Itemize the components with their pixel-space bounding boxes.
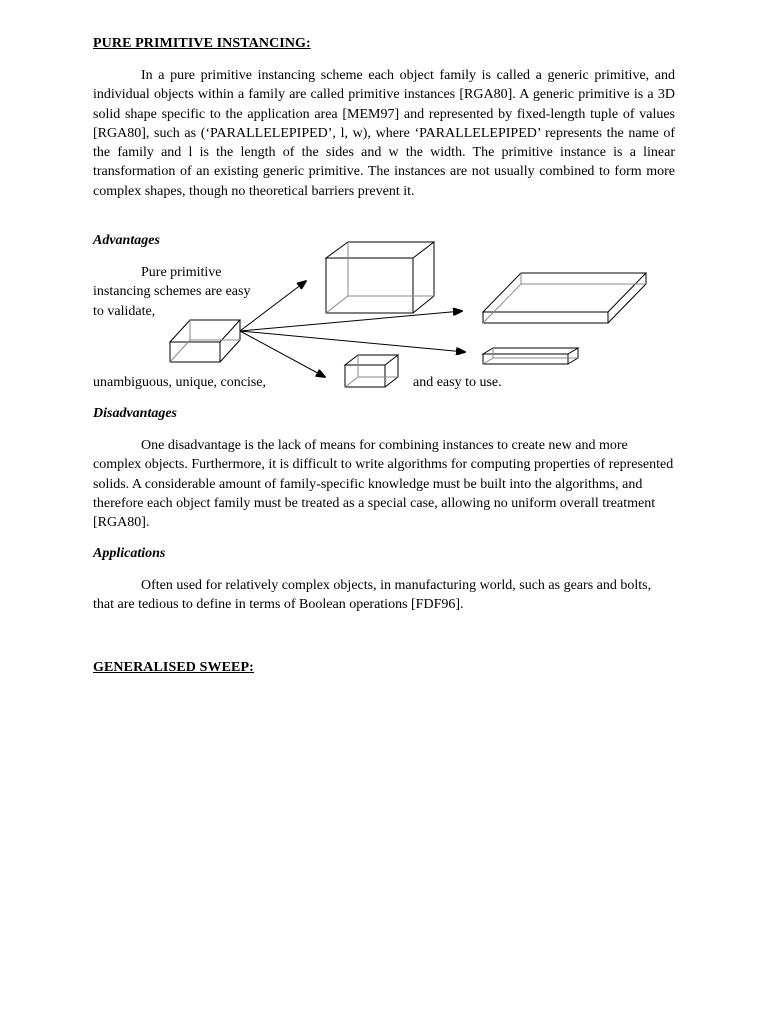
thin-bar-instance	[483, 348, 578, 364]
section-heading-pure-primitive-instancing: PURE PRIMITIVE INSTANCING:	[93, 36, 311, 51]
applications-heading: Applications	[93, 546, 166, 561]
generic-primitive-box	[170, 320, 240, 362]
advantages-heading: Advantages	[93, 233, 160, 248]
flat-plate-instance	[483, 273, 646, 323]
large-box-instance	[326, 242, 434, 313]
arrow-to-small-box	[240, 331, 325, 377]
disadvantages-heading: Disadvantages	[93, 406, 177, 421]
advantages-text-part2: unambiguous, unique, concise,	[93, 375, 267, 390]
advantages-text-part3: and easy to use.	[413, 375, 502, 390]
section-heading-generalised-sweep: GENERALISED SWEEP:	[93, 660, 254, 675]
small-box-instance	[345, 355, 398, 387]
disadvantages-paragraph: One disadvantage is the lack of means for combining instances to create new and more complex objects. Furthermore, it is difficult to write algorithms for computing properties of represented solids. A considerable amount of family-specific knowledge must be built into the algorithms, and therefore each object family must be treated as a special case, allowing no uniform overall treatment [RGA80].	[93, 438, 674, 531]
applications-paragraph: Often used for relatively complex objects, in manufacturing world, such as gears and bolts, that are tedious to define in terms of Boolean operations [FDF96].	[93, 578, 652, 613]
arrow-to-flat-plate	[240, 311, 462, 331]
advantages-text-part1: Pure primitive instancing schemes are easy to validate,	[93, 265, 251, 319]
intro-paragraph: In a pure primitive instancing scheme each object family is called a generic primitive, and individual objects within a family are called primitive instances [RGA80]. A generic primitive is a 3D solid shape specific to the application area [MEM97] and represented by fixed-length tuple of values [RGA80], such as (‘PARALLELEPIPED’, l, w), where ‘PARALLELEPIPED’ represents the name of the family and l is the length of the sides and w the width. The primitive instance is a linear transformation of an existing generic primitive. The instances are not usually combined to form more complex shapes, though no theoretical barriers prevent it.	[93, 68, 675, 199]
arrow-to-thin-bar	[240, 331, 465, 352]
instance-arrows	[240, 281, 465, 377]
